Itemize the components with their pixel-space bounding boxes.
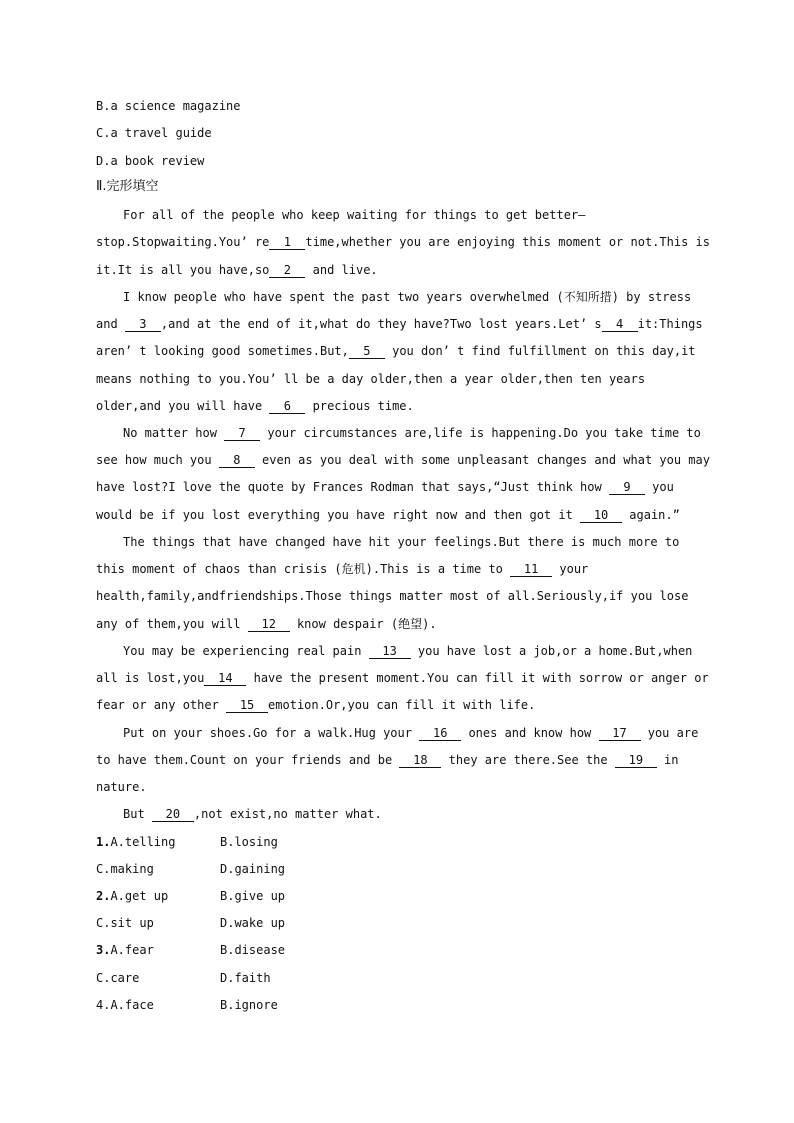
passage-line: For all of the people who keep waiting for things to get better— xyxy=(123,208,586,222)
blank-3: 3 xyxy=(125,318,161,332)
text: know despair (绝望). xyxy=(289,617,437,631)
question-2-option-c: C.sit up xyxy=(96,916,154,930)
text: your circumstances are,life is happening.Do you take time to xyxy=(260,426,701,440)
blank-8: 8 xyxy=(219,454,255,468)
question-3-option-b: B.disease xyxy=(220,943,286,957)
text: all is lost,you xyxy=(96,671,205,685)
passage-line xyxy=(96,561,588,577)
passage-line xyxy=(96,697,535,713)
passage-line xyxy=(123,725,698,741)
passage-line xyxy=(96,616,437,632)
text: you xyxy=(644,480,674,494)
option-text: A.face xyxy=(110,998,154,1012)
passage-line: health,family,andfriendships.Those things matter most of all.Seriously,if you lose xyxy=(96,589,689,603)
text: even as you deal with some unpleasant changes and what you may xyxy=(254,453,710,467)
blank-10: 10 xyxy=(580,509,622,523)
question-4-option-a xyxy=(96,997,154,1013)
passage-line xyxy=(96,316,703,332)
text: ,and at the end of it,what do they have?Two lost years.Let’ s xyxy=(160,317,602,331)
text: You may be experiencing real pain xyxy=(123,644,369,658)
blank-16: 16 xyxy=(419,727,461,741)
blank-9: 9 xyxy=(609,481,645,495)
text: to have them.Count on your friends and be xyxy=(96,753,400,767)
text: Put on your shoes.Go for a walk.Hug your xyxy=(123,726,420,740)
question-3-option-d: D.faith xyxy=(220,971,271,985)
passage-line: I know people who have spent the past two years overwhelmed (不知所措) by stress xyxy=(123,290,692,304)
text: older,and you will have xyxy=(96,399,270,413)
text: it:Things xyxy=(637,317,703,331)
passage-line: means nothing to you.You’ ll be a day older,then a year older,then ten years xyxy=(96,372,646,386)
question-1-option-c: C.making xyxy=(96,862,154,876)
blank-2: 2 xyxy=(269,264,305,278)
blank-4: 4 xyxy=(602,318,638,332)
option-d: D.a book review xyxy=(96,154,205,168)
blank-14: 14 xyxy=(204,672,246,686)
text: in xyxy=(656,753,679,767)
question-4-option-b: B.ignore xyxy=(220,998,278,1012)
section-title: Ⅱ.完形填空 xyxy=(96,179,159,194)
text: and xyxy=(96,317,125,331)
text: have lost?I love the quote by Frances Rodman that says,“Just think how xyxy=(96,480,609,494)
text: fear or any other xyxy=(96,698,227,712)
question-3-option-a xyxy=(96,942,154,958)
text: this moment of chaos than crisis (危机).This is a time to xyxy=(96,562,511,576)
question-1-option-d: D.gaining xyxy=(220,862,286,876)
passage-line xyxy=(96,670,709,686)
text: again.” xyxy=(622,508,680,522)
text: you don’ t find fulfillment on this day,it xyxy=(384,344,696,358)
text: time,whether you are enjoying this moment or not.This is xyxy=(305,235,710,249)
option-text: A.telling xyxy=(110,835,176,849)
blank-12: 12 xyxy=(248,618,290,632)
text: precious time. xyxy=(305,399,414,413)
passage-line xyxy=(96,479,674,495)
text: have the present moment.You can fill it with sorrow or anger or xyxy=(246,671,709,685)
passage-line xyxy=(123,425,701,441)
question-3-option-c: C.care xyxy=(96,971,140,985)
blank-18: 18 xyxy=(399,754,441,768)
text: you are xyxy=(640,726,699,740)
blank-1: 1 xyxy=(269,236,305,250)
blank-11: 11 xyxy=(510,563,552,577)
passage-line xyxy=(123,806,382,822)
passage-line xyxy=(96,343,696,359)
blank-19: 19 xyxy=(615,754,657,768)
text: see how much you xyxy=(96,453,219,467)
blank-6: 6 xyxy=(269,400,305,414)
blank-5: 5 xyxy=(349,345,385,359)
blank-17: 17 xyxy=(599,727,641,741)
text: aren’ t looking good sometimes.But, xyxy=(96,344,349,358)
question-2-option-b: B.give up xyxy=(220,889,286,903)
question-1-option-b: B.losing xyxy=(220,835,278,849)
option-text: A.fear xyxy=(110,943,154,957)
text: emotion.Or,you can fill it with life. xyxy=(268,698,536,712)
option-text: A.get up xyxy=(110,889,169,903)
text: ,not exist,no matter what. xyxy=(193,807,382,821)
text: your xyxy=(552,562,589,576)
passage-line xyxy=(96,262,378,278)
text: and live. xyxy=(305,263,378,277)
passage-line xyxy=(96,752,679,768)
text: No matter how xyxy=(123,426,225,440)
blank-20: 20 xyxy=(152,808,194,822)
passage-line xyxy=(96,452,710,468)
text: it.It is all you have,so xyxy=(96,263,270,277)
text: you have lost a job,or a home.But,when xyxy=(410,644,693,658)
question-number: 4. xyxy=(96,998,111,1012)
passage-line xyxy=(96,234,710,250)
text: would be if you lost everything you have right now and then got it xyxy=(96,508,581,522)
text: they are there.See the xyxy=(441,753,615,767)
question-2-option-d: D.wake up xyxy=(220,916,286,930)
text: stop.Stopwaiting.You’ re xyxy=(96,235,270,249)
question-number: 1. xyxy=(96,835,111,849)
passage-line xyxy=(96,398,414,414)
passage-line xyxy=(123,643,692,659)
question-number: 2. xyxy=(96,889,111,903)
blank-7: 7 xyxy=(224,427,260,441)
question-2-option-a xyxy=(96,888,168,904)
passage-line: The things that have changed have hit your feelings.But there is much more to xyxy=(123,535,680,549)
text: ones and know how xyxy=(461,726,599,740)
option-c: C.a travel guide xyxy=(96,126,212,140)
question-number: 3. xyxy=(96,943,111,957)
blank-13: 13 xyxy=(369,645,411,659)
question-1-option-a xyxy=(96,834,175,850)
text: But xyxy=(123,807,152,821)
passage-line: nature. xyxy=(96,780,147,794)
blank-15: 15 xyxy=(226,699,268,713)
passage-line xyxy=(96,507,680,523)
text: any of them,you will xyxy=(96,617,248,631)
option-b: B.a science magazine xyxy=(96,99,241,113)
